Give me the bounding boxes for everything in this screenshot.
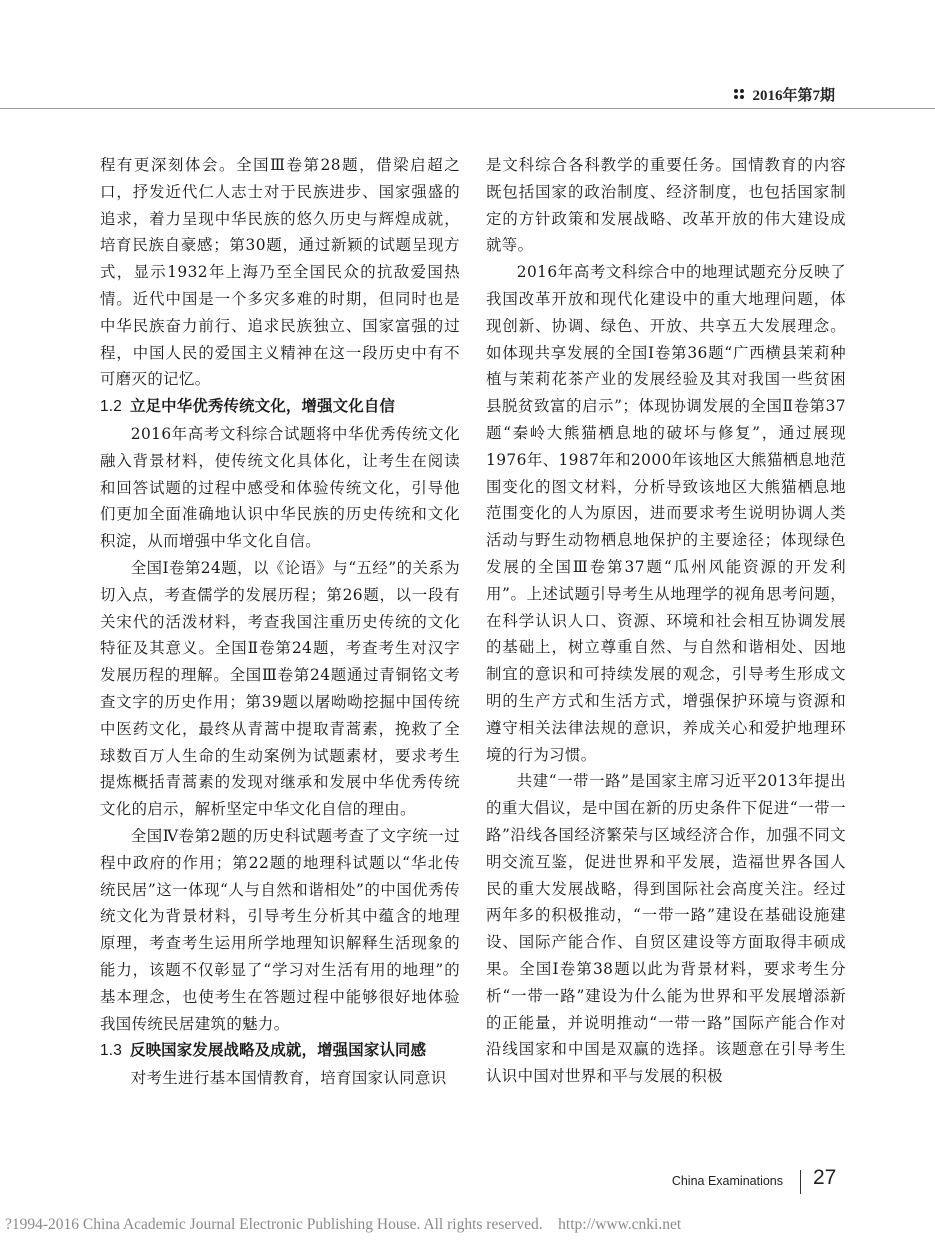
- left-column: [100, 152, 460, 1092]
- right-column: [486, 152, 846, 1090]
- copyright-notice: ?1994-2016 China Academic Journal Electronic Publishing House. All rights reserved. http://www.cnki.net: [5, 1216, 682, 1233]
- left-paragraph-5: 对考生进行基本国情教育，培育国家认同意识: [130, 1069, 447, 1088]
- right-paragraph-2: 2016年高考文科综合中的地理试题充分反映了我国改革开放和现代化建设中的重大地理问题，体现创新、协调、绿色、开放、共享五大发展理念。如体现共享发展的全国Ⅰ卷第36题“广西横县茉莉种植与茉莉花茶产业的发展经验及其对我国一些贫困县脱贫致富的启示”；体现协调发展的全国Ⅱ卷第37题“秦岭大熊猫栖息地的破坏与修复”，通过展现1976年、1987年和2000年该地区大熊猫栖息地范围变化的图文材料，分析导致该地区大熊猫栖息地范围变化的人为原因，进而要求考生说明协调人类活动与野生动物栖息地保护的主要途径；体现绿色发展的全国Ⅲ卷第37题“瓜州风能资源的开发利用”。上述试题引导考生从地理学的视角思考问题，在科学认识人口、资源、环境和社会相互协调发展的基础上，树立尊重自然、与自然和谐相处、因地制宜的意识和可持续发展的观念，引导考生形成文明的生产方式和生活方式，增强保护环境与资源和遵守相关法律法规的意识，养成关心和爱护地理环境的行为习惯。: [486, 263, 846, 764]
- section-title: 立足中华优秀传统文化，增强文化自信: [130, 397, 396, 416]
- section-number: 1.2: [100, 398, 122, 416]
- section-heading-1-3: [100, 1037, 460, 1065]
- section-heading-1-2: [100, 393, 460, 421]
- section-number: 1.3: [100, 1042, 122, 1060]
- left-paragraph-4: 全国Ⅳ卷第2题的历史科试题考查了文字统一过程中政府的作用；第22题的地理科试题以“华北传统民居”这一体现“人与自然和谐相处”的中国优秀传统文化为背景材料，引导考生分析其中蕴含的地理原理，考查考生运用所学地理知识解释生活现象的能力，该题不仅彰显了“学习对生活有用的地理”的基本理念，也使考生在答题过程中能够很好地体验我国传统民居建筑的魅力。: [100, 826, 460, 1033]
- journal-name: China Examinations: [671, 1174, 783, 1188]
- left-paragraph-2: 2016年高考文科综合试题将中华优秀传统文化融入背景材料，使传统文化具体化，让考生在阅读和回答试题的过程中感受和体验传统文化，引导他们更加全面准确地认识中华民族的历史传统和文化积淀，从而增强中华文化自信。: [100, 424, 460, 551]
- right-paragraph-1: 是文科综合各科教学的重要任务。国情教育的内容既包括国家的政治制度、经济制度，也包括国家制定的方针政策和发展战略、改革开放的伟大建设成就等。: [486, 156, 846, 255]
- left-paragraph-3: 全国Ⅰ卷第24题，以《论语》与“五经”的关系为切入点，考查儒学的发展历程；第26题，以一段有关宋代的活泼材料，考查我国注重历史传统的文化特征及其意义。全国Ⅱ卷第24题，考查考生对汉字发展历程的理解。全国Ⅲ卷第24题通过青铜铭文考查文字的历史作用；第39题以屠呦呦挖掘中国传统中医药文化，最终从青蒿中提取青蒿素，挽救了全球数百万人生命的生动案例为试题素材，要求考生提炼概括青蒿素的发现对继承和发展中华优秀传统文化的启示，解析坚定中华文化自信的理由。: [100, 558, 460, 819]
- left-paragraph-1: 程有更深刻体会。全国Ⅲ卷第28题，借梁启超之口，抒发近代仁人志士对于民族进步、国家强盛的追求，着力呈现中华民族的悠久历史与辉煌成就，培育民族自豪感；第30题，通过新颖的试题呈现方式，显示1932年上海乃至全国民众的抗敌爱国热情。近代中国是一个多灾多难的时期，但同时也是中华民族奋力前行、追求民族独立、国家富强的过程，中国人民的爱国主义精神在这一段历史中有不可磨灭的记忆。: [100, 156, 460, 389]
- issue-label: [734, 84, 835, 105]
- right-paragraph-3: 共建“一带一路”是国家主席习近平2013年提出的重大倡议，是中国在新的历史条件下促进“一带一路”沿线各国经济繁荣与区域经济合作，加强不同文明交流互鉴，促进世界和平发展，造福世界各国人民的重大发展战略，得到国际社会高度关注。经过两年多的积极推动，“一带一路”建设在基础设施建设、国际产能合作、自贸区建设等方面取得丰硕成果。全国Ⅰ卷第38题以此为背景材料，要求考生分析“一带一路”建设为什么能为世界和平发展增添新的正能量，并说明推动“一带一路”国际产能合作对沿线国家和中国是双赢的选择。该题意在引导考生认识中国对世界和平与发展的积极: [486, 772, 846, 1086]
- issue-text: 2016年第7期: [752, 88, 835, 104]
- section-title: 反映国家发展战略及成就，增强国家认同感: [130, 1041, 427, 1060]
- dots-icon: [734, 89, 746, 101]
- footer-divider: [800, 1170, 801, 1194]
- header-divider: [0, 108, 935, 109]
- page-number: 27: [813, 1166, 837, 1189]
